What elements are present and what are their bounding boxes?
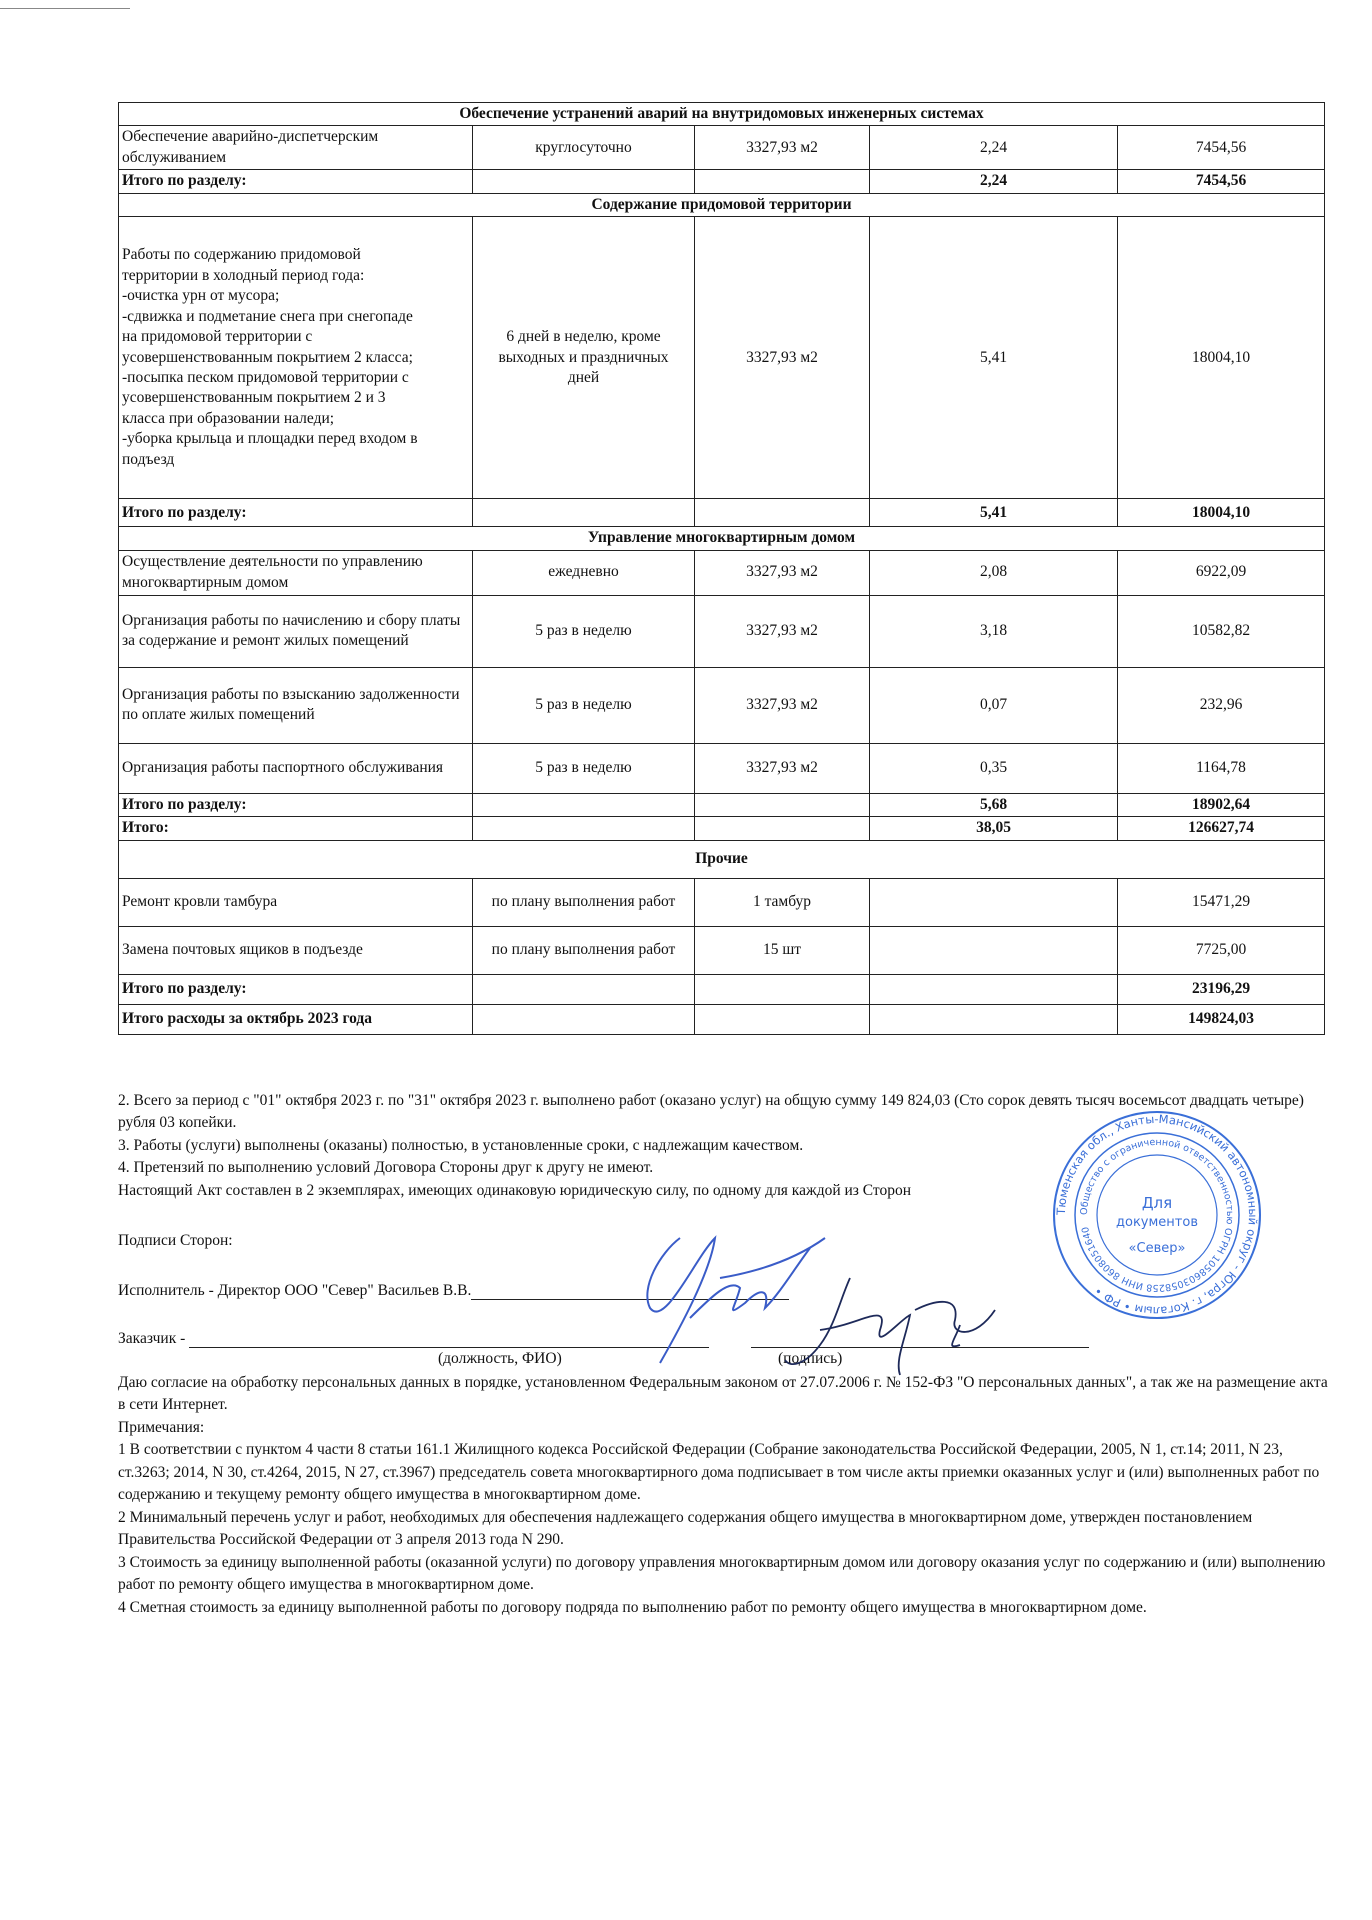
section-header-other [119,840,1325,878]
customer-label: Заказчик - [118,1330,186,1347]
grand-total-label: Итого: [119,817,473,840]
service-frequency: 5 раз в неделю [473,595,695,667]
caption-position-name: (должность, ФИО) [438,1350,562,1367]
section-total-row [119,499,1325,527]
service-name [119,217,473,499]
empty-cell [695,817,870,840]
service-rate: 0,07 [870,667,1118,743]
service-name-line: -очистка урн от мусора; [122,287,280,305]
grand-total-rate: 38,05 [870,817,1118,840]
total-rate: 5,41 [870,499,1118,527]
grand-total-row [119,817,1325,840]
table-row [119,550,1325,595]
service-sum: 18004,10 [1118,217,1325,499]
total-sum: 18902,64 [1118,793,1325,816]
footer-notes [118,1372,1330,1619]
service-frequency [473,217,695,499]
empty-cell [870,1004,1118,1034]
service-area: 15 шт [695,926,870,974]
service-area: 3327,93 м2 [695,126,870,170]
total-label: Итого по разделу: [119,974,473,1004]
section-title: Обеспечение устранений аварий на внутридомовых инженерных системах [119,103,1325,126]
service-rate [870,926,1118,974]
grand-total-sum: 126627,74 [1118,817,1325,840]
footnote-2: 2 Минимальный перечень услуг и работ, необходимых для обеспечения надлежащего содержания общего имущества в многоквартирном доме, утвержден постановлением Правительства Российской Федерации от 3 апреля 2013 года N 290. [118,1508,1253,1549]
service-area: 3327,93 м2 [695,217,870,499]
note-quality: 3. Работы (услуги) выполнены (оказаны) полностью, в установленные сроки, с надлежащим качеством. [118,1136,804,1154]
note-no-claims: 4. Претензий по выполнению условий Договора Стороны друг к другу не имеют. [118,1159,654,1177]
service-rate: 0,35 [870,743,1118,793]
service-frequency: ежедневно [473,550,695,595]
note-total-amount: 2. Всего за период с "01" октября 2023 г. по "31" октября 2023 г. выполнено работ (оказано услуг) на общую сумму 149 824,03 (Сто сорок девять тысяч восемьсот двадцать четыре) рубля 03 копейки. [118,1092,1304,1132]
note-copies: Настоящий Акт составлен в 2 экземплярах, имеющих одинаковую юридическую силу, по одному для каждой из Сторон [118,1181,912,1199]
empty-cell [473,499,695,527]
empty-cell [695,170,870,193]
service-frequency: по плану выполнения работ [473,878,695,926]
table-row [119,926,1325,974]
total-label: Итого по разделу: [119,499,473,527]
table-row [119,878,1325,926]
signatures-title: Подписи Сторон: [118,1232,233,1249]
total-label: Итого по разделу: [119,793,473,816]
caption-signature: (подпись) [778,1350,843,1367]
total-label: Итого по разделу: [119,170,473,193]
top-scan-line [0,8,130,9]
service-name-line: территории в холодный период года: [122,266,365,284]
company-stamp [1052,1110,1262,1320]
service-sum: 15471,29 [1118,878,1325,926]
total-rate: 5,68 [870,793,1118,816]
service-rate: 2,24 [870,126,1118,170]
frequency-line: дней [567,368,600,386]
notes-title: Примечания: [118,1418,205,1436]
executor-label: Исполнитель - Директор ООО "Север" Васильев В.В. [118,1282,472,1299]
service-name-line: -уборка крыльца и площадки перед входом в [122,430,418,448]
service-sum: 7725,00 [1118,926,1325,974]
table-row [119,595,1325,667]
empty-cell [473,170,695,193]
service-name-line: -сдвижка и подметание снега при снегопаде [122,307,413,325]
empty-cell [870,974,1118,1004]
empty-cell [473,1004,695,1034]
service-name-line: подъезд [122,450,175,468]
section-header-management [119,527,1325,550]
october-total-label: Итого расходы за октябрь 2023 года [119,1004,473,1034]
section-title: Содержание придомовой территории [119,193,1325,216]
service-name: Ремонт кровли тамбура [119,878,473,926]
section-title: Прочие [119,840,1325,878]
service-sum: 10582,82 [1118,595,1325,667]
section-total-row [119,170,1325,193]
empty-cell [695,499,870,527]
footnote-1: 1 В соответствии с пунктом 4 части 8 статьи 161.1 Жилищного кодекса Российской Федерации (Собрание законодательства Российской Федерации, 2005, N 1, ст.14; 2011, N 23, ст.3263; 2014, N 30, ст.4264, 2015, N 27, ст.3967) председатель совета многоквартирного дома подписывает в том числе акты приемки оказанных услуг и (или) выполненных работ по содержанию и текущему ремонту общего имущества в многоквартирном доме. [118,1441,1320,1504]
empty-cell [695,1004,870,1034]
frequency-line: выходных и праздничных [498,348,669,366]
service-name: Организация работы по взысканию задолженности по оплате жилых помещений [119,667,473,743]
empty-cell [473,974,695,1004]
empty-cell [695,974,870,1004]
service-area: 3327,93 м2 [695,550,870,595]
october-total-row [119,1004,1325,1034]
service-name-line: Работы по содержанию придомовой [122,246,361,264]
stamp-inner-text: Общество с ограниченной ответственностью ОГРН 1058603058258 ИНН 8608051640 [1078,1136,1236,1294]
table-row [119,667,1325,743]
stamp-line1: Для [1141,1194,1173,1212]
footnote-3: 3 Стоимость за единицу выполненной работы (оказанной услуги) по договору управления многоквартирным домом или договору оказания услуг по содержанию и (или) выполнению работ по ремонту общего имущества в многоквартирном доме. [118,1553,1326,1594]
service-sum: 232,96 [1118,667,1325,743]
service-name: Организация работы паспортного обслуживания [119,743,473,793]
total-sum: 7454,56 [1118,170,1325,193]
service-name-line: на придомовой территории с [122,328,313,346]
service-name-line: класса при образовании наледи; [122,409,335,427]
service-area: 1 тамбур [695,878,870,926]
stamp-line2: документов [1116,1215,1198,1230]
table-row [119,743,1325,793]
service-area: 3327,93 м2 [695,595,870,667]
section-header-territory [119,193,1325,216]
service-sum: 6922,09 [1118,550,1325,595]
footnote-4: 4 Сметная стоимость за единицу выполненной работы по договору подряда по выполнению работ по ремонту общего имущества в многоквартирном доме. [118,1598,1147,1616]
customer-signature [780,1270,1010,1380]
service-rate [870,878,1118,926]
total-rate: 2,24 [870,170,1118,193]
section-total-row [119,793,1325,816]
service-rate: 3,18 [870,595,1118,667]
total-sum: 23196,29 [1118,974,1325,1004]
consent-text: Даю согласие на обработку персональных данных в порядке, установленном Федеральным законом от 27.07.2006 г. № 152-ФЗ "О персональных данных", а так же на размещение акта в сети Интернет. [118,1374,1328,1414]
section-total-row [119,974,1325,1004]
frequency-line: 6 дней в неделю, кроме [506,328,661,346]
table-row [119,217,1325,499]
service-name: Осуществление деятельности по управлению многоквартирным домом [119,550,473,595]
service-name: Организация работы по начислению и сбору платы за содержание и ремонт жилых помещений [119,595,473,667]
empty-cell [473,793,695,816]
service-frequency: 5 раз в неделю [473,667,695,743]
october-total-sum: 149824,03 [1118,1004,1325,1034]
service-frequency: круглосуточно [473,126,695,170]
service-name-line: усовершенствованным покрытием 2 и 3 [122,389,386,407]
table-row [119,126,1325,170]
service-frequency: 5 раз в неделю [473,743,695,793]
service-name: Замена почтовых ящиков в подъезде [119,926,473,974]
service-area: 3327,93 м2 [695,667,870,743]
services-table [118,102,1325,1035]
service-name-line: -посыпка песком придомовой территории с [122,368,409,386]
service-name: Обеспечение аварийно-диспетчерским обслуживанием [119,126,473,170]
empty-cell [473,817,695,840]
section-title: Управление многоквартирным домом [119,527,1325,550]
empty-cell [695,793,870,816]
service-sum: 1164,78 [1118,743,1325,793]
service-sum: 7454,56 [1118,126,1325,170]
service-rate: 2,08 [870,550,1118,595]
stamp-outer-text: Тюменская обл., Ханты-Мансийский автономный округ - Югра, г. Когалым • РФ • [1053,1111,1261,1319]
service-name-line: усовершенствованным покрытием 2 класса; [122,348,413,366]
service-rate: 5,41 [870,217,1118,499]
total-sum: 18004,10 [1118,499,1325,527]
service-frequency: по плану выполнения работ [473,926,695,974]
stamp-name: «Север» [1128,1241,1186,1256]
service-area: 3327,93 м2 [695,743,870,793]
section-header-accidents [119,103,1325,126]
